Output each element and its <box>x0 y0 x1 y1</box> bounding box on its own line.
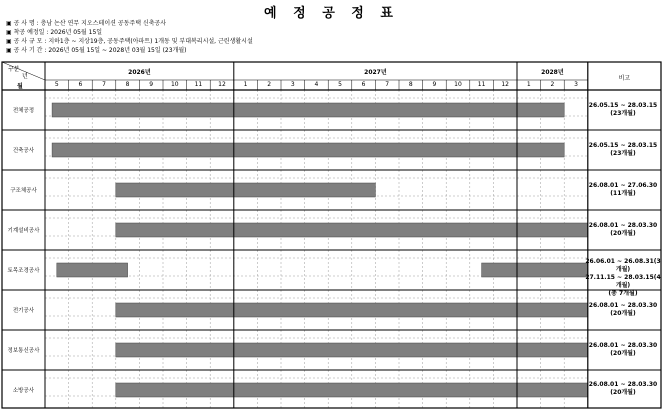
month-label: 2 <box>267 81 272 88</box>
row-note-line: (20개월) <box>610 350 636 357</box>
row-note <box>583 102 663 118</box>
row-note-line: 27.11.15 ~ 28.03.15(4개월) <box>585 274 661 289</box>
month-label: 1 <box>526 81 531 88</box>
row-note-line: (11개월) <box>610 190 636 197</box>
row-note-line: (20개월) <box>610 310 636 317</box>
month-label: 2 <box>550 81 555 88</box>
month-label: 3 <box>290 81 295 88</box>
month-label: 11 <box>194 81 203 88</box>
row-note <box>583 182 663 198</box>
row-note-line: 26.08.01 ~ 28.03.30 <box>588 302 658 309</box>
info-value: 충남 논산 연무 지오스테이션 공동주택 신축공사 <box>40 20 167 27</box>
row-note-line: (23개월) <box>610 110 636 117</box>
month-header-label: 월 <box>17 83 23 90</box>
month-label: 9 <box>149 81 154 88</box>
year-label: 2028년 <box>541 69 564 76</box>
corner-label-top: 구분 <box>8 66 20 73</box>
row-note-line: 26.05.15 ~ 28.03.15 <box>588 102 658 109</box>
month-label: 8 <box>408 81 413 88</box>
month-label: 6 <box>78 81 83 88</box>
month-label: 11 <box>477 81 486 88</box>
month-label: 12 <box>501 81 509 88</box>
page-title: 예 정 공 정 표 <box>264 6 399 21</box>
month-label: 7 <box>385 81 390 88</box>
row-note-line: 26.06.01 ~ 26.08.31(3개월) <box>585 258 661 273</box>
note-header-label: 비고 <box>618 75 631 82</box>
row-note-line: (20개월) <box>610 389 636 396</box>
row-note-line: 26.05.15 ~ 28.03.15 <box>588 142 658 149</box>
schedule-bar <box>52 103 564 117</box>
info-label: ▣ 공 사 명 : <box>6 20 39 27</box>
row-note <box>583 302 663 318</box>
row-label: 기계설비공사 <box>7 228 40 234</box>
row-note <box>583 142 663 158</box>
row-label: 건축공사 <box>12 148 35 154</box>
year-label: 2026년 <box>128 69 151 76</box>
month-label: 8 <box>125 81 130 88</box>
month-label: 5 <box>54 81 59 88</box>
row-note-line: 26.08.01 ~ 28.03.30 <box>588 222 658 229</box>
year-label: 2027년 <box>364 69 387 76</box>
row-note-line: (23개월) <box>610 150 636 157</box>
row-label: 전체공정 <box>12 108 35 114</box>
row-note <box>583 258 663 298</box>
month-label: 1 <box>243 81 248 88</box>
info-label: ▣ 공 사 기 간 : <box>6 47 47 54</box>
month-label: 10 <box>454 81 462 88</box>
row-note-line: 26.08.01 ~ 27.06.30 <box>588 182 658 189</box>
corner-label-bottom: 년 <box>22 73 28 80</box>
row-note-line: (총 7개월) <box>608 290 638 297</box>
row-note <box>583 381 663 397</box>
month-label: 7 <box>102 81 106 88</box>
row-label: 소방공사 <box>12 388 35 394</box>
row-label: 구조체공사 <box>10 188 37 194</box>
month-label: 10 <box>170 81 179 88</box>
schedule-bar <box>52 143 564 157</box>
row-note-line: 26.08.01 ~ 28.03.30 <box>588 381 658 388</box>
schedule-bar <box>482 263 588 277</box>
row-note <box>583 222 663 238</box>
info-label: ▣ 공 사 규 모 : <box>6 38 47 45</box>
month-label: 4 <box>314 81 319 88</box>
month-label: 12 <box>218 81 226 88</box>
row-label: 정보통신공사 <box>7 348 40 354</box>
month-label: 5 <box>338 81 342 88</box>
row-label: 토목조경공사 <box>7 268 40 274</box>
info-value: 2026년 05월 15일 ~ 2028년 03월 15일 (23개월) <box>48 47 187 54</box>
row-note-line: (20개월) <box>610 230 636 237</box>
month-label: 3 <box>574 81 578 88</box>
row-note <box>583 342 663 358</box>
month-label: 9 <box>432 81 437 88</box>
row-note-line: 26.08.01 ~ 28.03.30 <box>588 342 658 349</box>
schedule-bar <box>116 183 376 197</box>
schedule-bar <box>57 263 128 277</box>
info-value: 지하1층 ~ 지상19층, 공동주택(아파트) 1개동 및 부대복리시설, 근린생활시설 <box>48 38 253 45</box>
info-value: 2026년 05월 15일 <box>50 29 103 36</box>
row-label: 전기공사 <box>12 308 35 314</box>
info-label: ▣ 착공 예정일 : <box>6 29 49 36</box>
month-label: 6 <box>361 81 366 88</box>
